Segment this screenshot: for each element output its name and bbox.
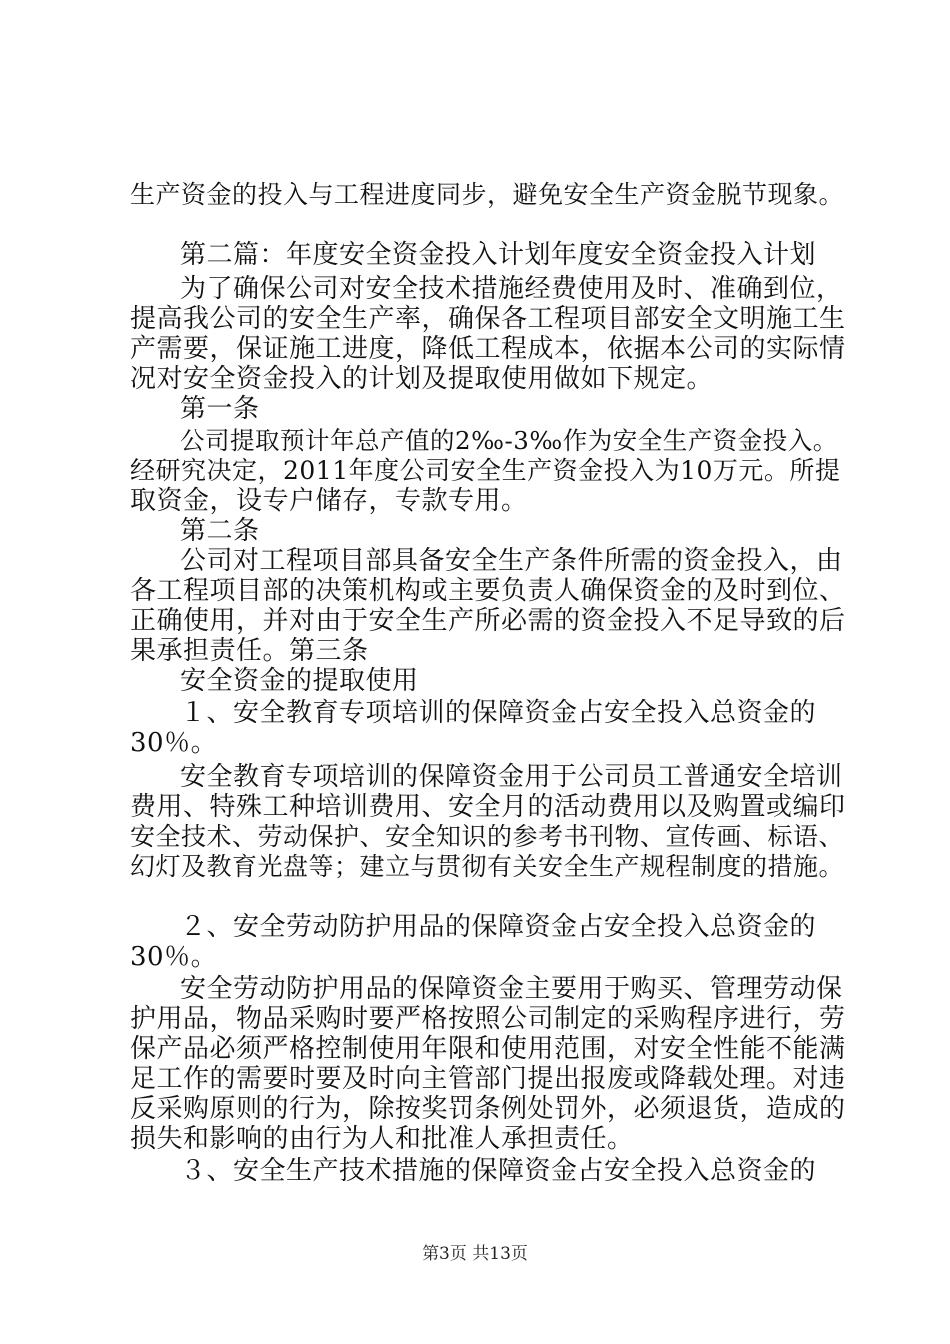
article-heading: 第二条 — [180, 516, 260, 546]
text-line: ２、安全劳动防护用品的保障资金占安全投入总资金的 — [180, 912, 817, 942]
text-line: ３、安全生产技术措施的保障资金占安全投入总资金的 — [180, 1156, 817, 1186]
text-line: 30％。 — [130, 728, 218, 758]
text-line: 30％。 — [130, 942, 218, 972]
text-line: 保产品必须严格控制使用年限和使用范围，对安全性能不能满 — [130, 1034, 846, 1064]
text-line: 公司提取预计年总产值的2‰-3‰作为安全生产资金投入。 — [180, 426, 838, 455]
section-heading: 第二篇：年度安全资金投入计划年度安全资金投入计划 — [180, 240, 817, 270]
text-line: 各工程项目部的决策机构或主要负责人确保资金的及时到位、 — [130, 576, 846, 606]
text-line: 费用、特殊工种培训费用、安全月的活动费用以及购置或编印 — [130, 792, 846, 822]
text-line: 生产资金的投入与工程进度同步，避免安全生产资金脱节现象。 — [130, 180, 845, 209]
text-line: 果承担责任。第三条 — [130, 636, 369, 666]
text-line: 安全资金的提取使用 — [180, 666, 419, 696]
text-line: 公司对工程项目部具备安全生产条件所需的资金投入，由 — [180, 546, 843, 576]
text-line: 产需要，保证施工进度，降低工程成本，依据本公司的实际情 — [130, 334, 846, 364]
text-line: １、安全教育专项培训的保障资金占安全投入总资金的 — [180, 698, 817, 728]
text-line: 提高我公司的安全生产率，确保各工程项目部安全文明施工生 — [130, 304, 846, 334]
text-line: 护用品，物品采购时要严格按照公司制定的采购程序进行，劳 — [130, 1004, 846, 1034]
text-line: 正确使用，并对由于安全生产所必需的资金投入不足导致的后 — [130, 606, 846, 636]
text-line: 为了确保公司对安全技术措施经费使用及时、准确到位， — [180, 274, 843, 304]
text-line: 况对安全资金投入的计划及提取使用做如下规定。 — [130, 364, 714, 394]
text-line: 经研究决定，2011年度公司安全生产资金投入为10万元。所提 — [130, 456, 841, 485]
text-line: 安全技术、劳动保护、安全知识的参考书刊物、宣传画、标语、 — [130, 822, 845, 851]
text-line: 足工作的需要时要及时向主管部门提出报废或降载处理。对违 — [130, 1064, 846, 1094]
text-line: 取资金，设专户储存，专款专用。 — [130, 486, 528, 516]
page-number: 第3页 共13页 — [422, 1244, 528, 1264]
text-line: 安全劳动防护用品的保障资金主要用于购买、管理劳动保 — [180, 974, 843, 1004]
text-line: 反采购原则的行为，除按奖罚条例处罚外，必须退货，造成的 — [130, 1094, 846, 1124]
text-line: 损失和影响的由行为人和批准人承担责任。 — [130, 1124, 634, 1154]
text-line: 安全教育专项培训的保障资金用于公司员工普通安全培训 — [180, 762, 843, 792]
article-heading: 第一条 — [180, 394, 260, 424]
text-line: 幻灯及教育光盘等；建立与贯彻有关安全生产规程制度的措施。 — [130, 852, 845, 881]
